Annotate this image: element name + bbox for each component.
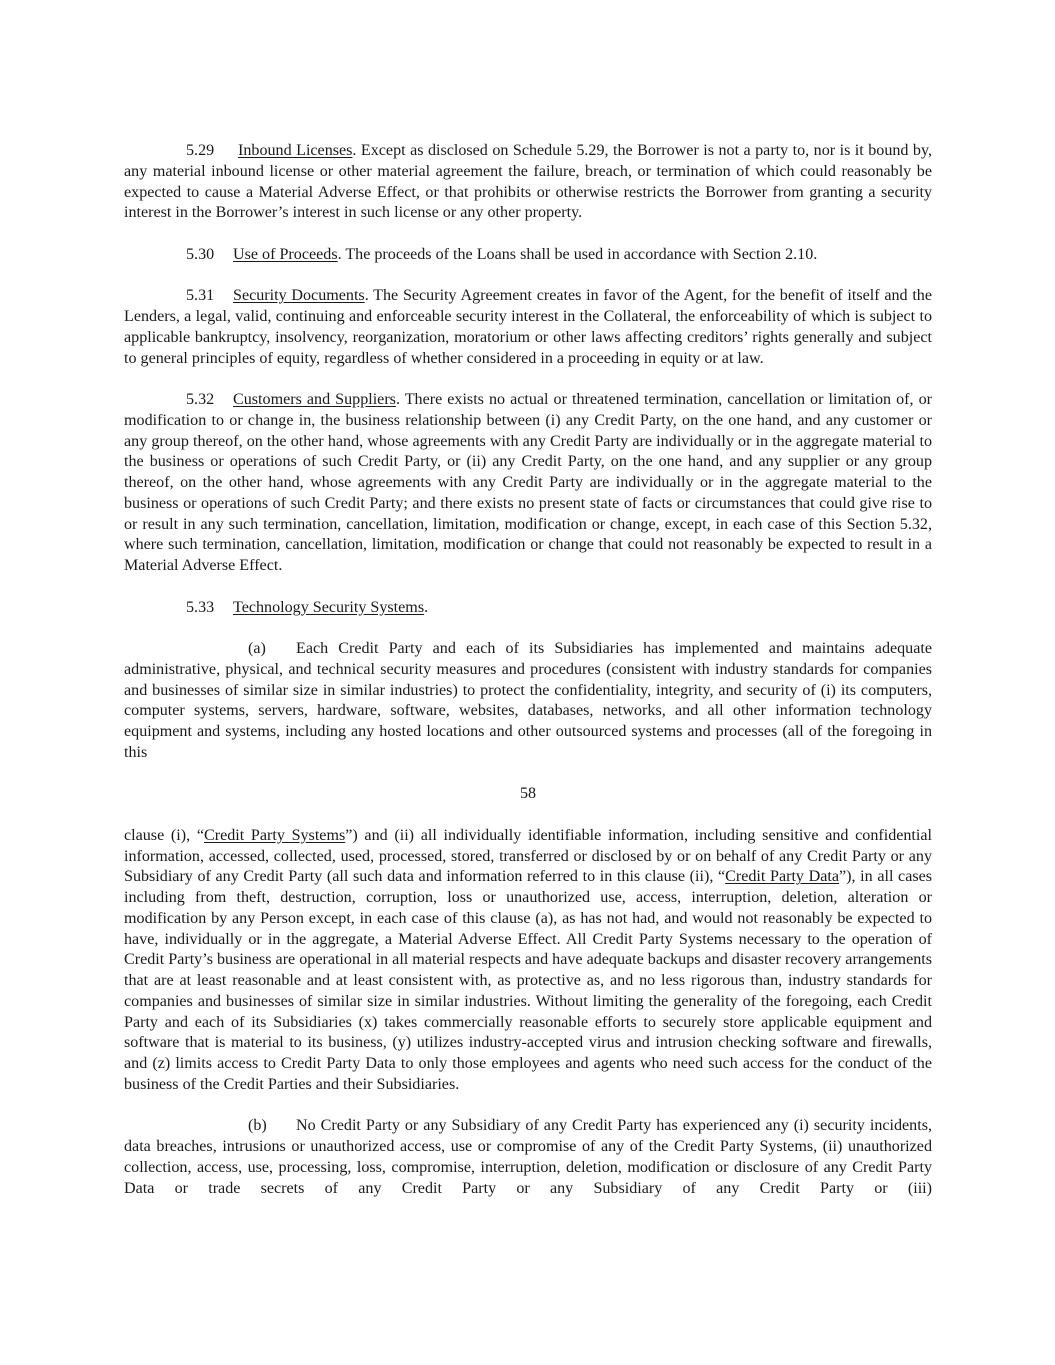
section-5-29 <box>124 141 932 224</box>
section-heading: Inbound Licenses <box>238 142 353 159</box>
section-number: 5.32 <box>186 391 215 408</box>
clause-b <box>124 1116 932 1199</box>
clause-body: No Credit Party or any Subsidiary of any Credit Party has experienced any (i) security incidents, data breaches, intrusions or unauthorized access, use or compromise of any of the Credit Party Systems, (ii) unauthorized collection, access, use, processing, loss, compromise, interruption, deletion, modification or disclosure of any Credit Party Data or trade secrets of any Credit Party or any Subsidiary of any Credit Party or (iii) <box>124 1117 932 1197</box>
section-body: . The Security Agreement creates in favor of the Agent, for the benefit of itself and the Lenders, a legal, valid, continuing and enforceable security interest in the Collateral, the enforceability of which is subject to applicable bankruptcy, insolvency, reorganization, moratorium or other laws affecting creditors’ rights generally and subject to general principles of equity, regardless of whether considered in a proceeding in equity or at law. <box>124 287 932 367</box>
section-5-33 <box>124 598 932 619</box>
section-heading: Customers and Suppliers <box>233 391 396 408</box>
section-heading: Use of Proceeds <box>233 245 338 263</box>
clause-body: ”), in all cases including from theft, destruction, corruption, loss or unauthorized use, access, interruption, deletion, alteration or modification by any Person except, in each case of this clause (a), as has not had, and would not reasonably be expected to have, individually or in the aggregate, a Material Adverse Effect. All Credit Party Systems necessary to the operation of Credit Party’s business are operational in all material respects and have adequate backups and disaster recovery arrangements that are at least reasonable and at least consistent with, as protective as, and no less rigorous than, industry standards for companies and businesses of similar size in similar industries. Without limiting the generality of the foregoing, each Credit Party and each of its Subsidiaries (x) takes commercially reasonable efforts to securely store applicable equipment and software that is material to its business, (y) utilizes industry-accepted virus and intrusion checking software and firewalls, and (z) limits access to Credit Party Data to only those employees and agents who need such access for the conduct of the business of the Credit Parties and their Subsidiaries. <box>124 868 933 1093</box>
clause-body: ”) and (ii) all individually identifiable information, including sensitive and confidential information, accessed, collected, used, processed, stored, transferred or disclosed by or on behalf of any Credit Party or any Subsidiary of any Credit Party (all such data and information referred to in this clause (ii), “ <box>124 826 932 886</box>
section-number: 5.29 <box>186 142 215 159</box>
section-5-30 <box>124 245 932 266</box>
defined-term-credit-party-systems: Credit Party Systems <box>203 826 346 844</box>
section-5-32 <box>124 390 932 577</box>
clause-a-continuation <box>124 826 932 1096</box>
document-page <box>124 141 932 1199</box>
clause-body: clause (i), “ <box>124 826 204 844</box>
section-body: . There exists no actual or threatened termination, cancellation or limitation of, or modification to or change in, the business relationship between (i) any Credit Party, on the one hand, and any customer or any group thereof, on the other hand, whose agreements with any Credit Party are individually or in the aggregate material to the business or operations of such Credit Party, or (ii) any Credit Party, on the one hand, and any supplier or any group thereof, on the other hand, whose agreements with any Credit Party are individually or in the aggregate material to the business or operations of such Credit Party; and there exists no present state of facts or circumstances that could give rise to or result in any such termination, cancellation, limitation, modification or change, except, in each case of this Section 5.32, where such termination, cancellation, limitation, modification or change that could not reasonably be expected to result in a Material Adverse Effect. <box>124 391 932 574</box>
section-number: 5.33 <box>186 598 215 616</box>
section-body: . <box>424 598 429 616</box>
section-heading: Technology Security Systems <box>233 598 425 616</box>
section-5-31 <box>124 286 932 369</box>
defined-term-credit-party-data: Credit Party Data <box>725 868 839 886</box>
clause-a-page-1 <box>124 639 932 764</box>
clause-label: (a) <box>248 640 266 657</box>
section-body: . Except as disclosed on Schedule 5.29, the Borrower is not a party to, nor is it bound by, any material inbound license or other material agreement the failure, breach, or termination of which could reasonably be expected to cause a Material Adverse Effect, or that prohibits or otherwise restricts the Borrower from granting a security interest in the Borrower’s interest in such license or any other property. <box>124 142 932 222</box>
section-heading: Security Documents <box>233 287 365 305</box>
clause-label: (b) <box>248 1117 267 1135</box>
section-body: . The proceeds of the Loans shall be used in accordance with Section 2.10. <box>337 245 818 263</box>
section-number: 5.31 <box>186 287 215 305</box>
section-number: 5.30 <box>186 245 215 263</box>
page-number: 58 <box>519 785 537 803</box>
clause-body: Each Credit Party and each of its Subsidiaries has implemented and maintains adequate administrative, physical, and technical security measures and procedures (consistent with industry standards for companies and businesses of similar size in similar industries) to protect the confidentiality, integrity, and security of (i) its computers, computer systems, servers, hardware, software, websites, databases, networks, and all other information technology equipment and systems, including any hosted locations and other outsourced systems and processes (all of the foregoing in this <box>124 640 932 761</box>
